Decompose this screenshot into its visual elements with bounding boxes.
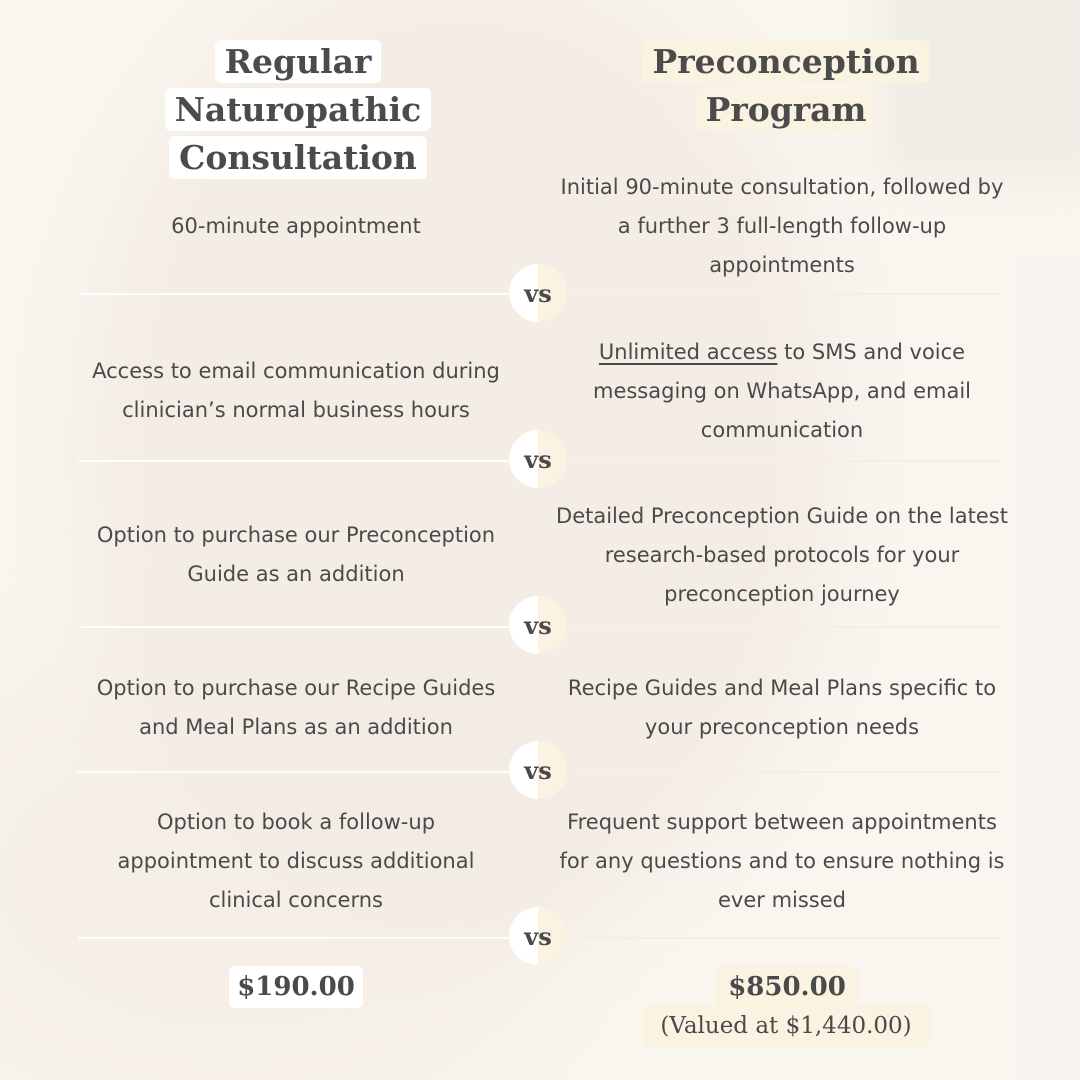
regular-feature-recipes: Option to purchase our Recipe Guides and Meal Plans as an addition	[96, 676, 496, 739]
program-feature-guide: Detailed Preconception Guide on the latest research-based protocols for your preconception journey	[556, 504, 1008, 606]
vs-badge: vs	[509, 907, 567, 965]
regular-heading-line1: Regular Naturopathic	[165, 40, 432, 131]
regular-price: $190.00	[229, 966, 363, 1008]
vs-badge: vs	[509, 596, 567, 654]
regular-feature-guide: Option to purchase our Preconception Guide as an addition	[96, 523, 496, 586]
regular-feature-appointment: 60-minute appointment	[171, 214, 421, 238]
program-valued-at: (Valued at $1,440.00)	[642, 1005, 930, 1047]
vs-badge: vs	[509, 264, 567, 322]
vs-badge: vs	[509, 741, 567, 799]
program-heading-line2: Program	[696, 88, 877, 131]
program-feature-appointments: Initial 90-minute consultation, followed by a further 3 full-length follow-up appointments	[560, 175, 1004, 277]
program-feature-communication	[566, 333, 998, 450]
unlimited-access-text: Unlimited access	[598, 340, 778, 364]
preconception-program-heading	[636, 38, 936, 134]
vs-badge: vs	[509, 430, 567, 488]
regular-feature-communication: Access to email communication during clinician’s normal business hours	[92, 359, 500, 422]
regular-heading-line2: Consultation	[169, 136, 427, 179]
regular-feature-followup: Option to book a follow-up appointment to discuss additional clinical concerns	[117, 810, 475, 912]
program-price: $850.00	[716, 966, 858, 1008]
program-communication-rest: to SMS and voice messaging on WhatsApp, and email communication	[592, 340, 972, 442]
program-feature-recipes: Recipe Guides and Meal Plans specific to your preconception needs	[567, 676, 997, 739]
regular-consultation-heading	[98, 38, 498, 182]
program-heading-line1: Preconception	[642, 40, 929, 83]
program-feature-support: Frequent support between appointments for any questions and to ensure nothing is ever missed	[559, 810, 1005, 912]
